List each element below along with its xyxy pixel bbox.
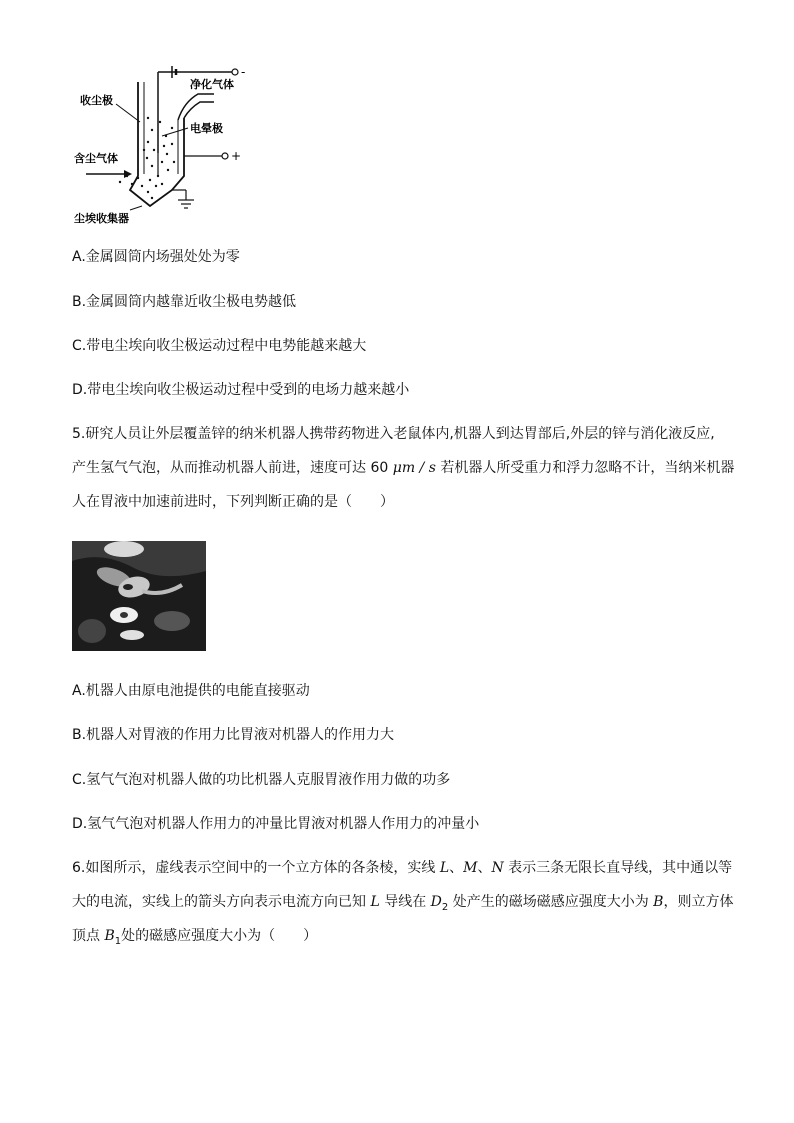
q6-stem-line-3: 顶点 $B_1$处的磁感应强度大小为（ ） xyxy=(72,928,318,947)
precipitator-diagram xyxy=(72,58,262,228)
collector-cylinder xyxy=(130,82,184,206)
q6-stem-line-2: 大的电流，实线上的箭头方向表示电流方向已知 L 导线在 $D_2$ 处产生的磁场磁感应强度大小为 B，则立方体 xyxy=(72,894,734,913)
collector-electrode-label: 收尘极 xyxy=(80,94,113,107)
q5-option-d: D.氢气气泡对机器人作用力的冲量比胃液对机器人作用力的冲量小 xyxy=(72,816,480,832)
q6-stem xyxy=(72,858,732,960)
speed-unit: μm / s xyxy=(392,460,436,476)
corona-electrode-label: 电晕极 xyxy=(190,122,223,135)
minus-sign: - xyxy=(241,65,246,79)
dust-collector-label: 尘埃收集器 xyxy=(74,212,129,225)
q5-stem-line-1: 5.研究人员让外层覆盖锌的纳米机器人携带药物进入老鼠体内,机器人到达胃部后,外层的锌与消化液反应, xyxy=(72,426,715,442)
dust-particles xyxy=(119,117,175,199)
q5-option-b: B.机器人对胃液的作用力比胃液对机器人的作用力大 xyxy=(72,727,395,743)
q5-stem-line-2: 产生氢气气泡，从而推动机器人前进，速度可达 60 μm / s 若机器人所受重力和浮力忽略不计，当纳米机器 xyxy=(72,460,735,476)
q4-option-b: B.金属圆筒内越靠近收尘极电势越低 xyxy=(72,294,297,310)
q4-option-c: C.带电尘埃向收尘极运动过程中电势能越来越大 xyxy=(72,338,367,354)
plus-terminal xyxy=(222,153,228,159)
q5-stem-line-3: 人在胃液中加速前进时，下列判断正确的是（ ） xyxy=(72,494,394,510)
nanorobot-photo xyxy=(72,541,206,651)
minus-terminal xyxy=(232,69,238,75)
clean-gas-label: 净化气体 xyxy=(190,78,234,91)
q5-option-c: C.氢气气泡对机器人做的功比机器人克服胃液作用力做的功多 xyxy=(72,772,451,788)
ground-icon xyxy=(178,200,194,208)
q4-option-a: A.金属圆筒内场强处处为零 xyxy=(72,249,240,265)
dusty-gas-label: 含尘气体 xyxy=(74,152,118,165)
q4-option-d: D.带电尘埃向收尘极运动过程中受到的电场力越来越小 xyxy=(72,382,410,398)
plus-sign: + xyxy=(231,149,242,163)
q5-option-a: A.机器人由原电池提供的电能直接驱动 xyxy=(72,683,310,699)
q6-stem-line-1: 6.如图所示，虚线表示空间中的一个立方体的各条棱，实线 L、M、N 表示三条无限长直导线，其中通以等 xyxy=(72,860,733,876)
inlet-arrow-icon xyxy=(124,170,132,178)
q5-stem xyxy=(72,424,735,526)
